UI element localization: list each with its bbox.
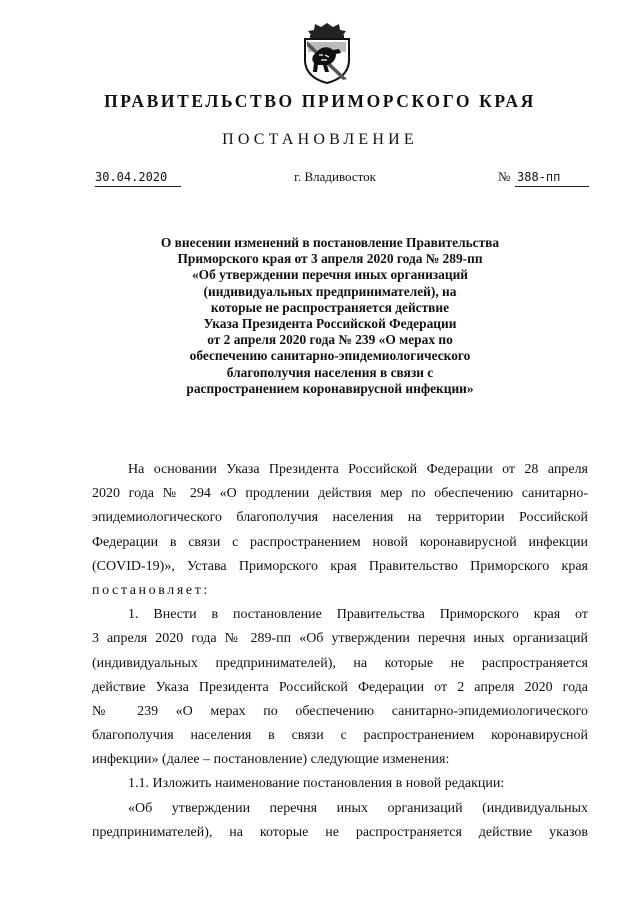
document-date: 30.04.2020 <box>95 168 181 187</box>
new-title-line: предпринимателей), на которые не распространяется действие указов <box>92 824 588 840</box>
clause-1-line: № 239 «О мерах по обеспечению санитарно-эпидемиологического <box>92 703 588 719</box>
document-subject <box>110 235 550 397</box>
preamble-line: эпидемиологического благополучия населения на территории Российской <box>92 510 588 526</box>
clause-1-line: 1. Внести в постановление Правительства Приморского края от <box>128 607 588 623</box>
clause-1-line: действие Указа Президента Российской Федерации от 2 апреля 2020 года <box>92 679 588 695</box>
preamble-line: 2020 года № 294 «О продлении действия мер по обеспечению санитарно- <box>92 486 588 502</box>
document-meta <box>0 168 640 190</box>
subject-line: «Об утверждении перечня иных организаций <box>191 267 469 283</box>
subject-line: благополучия населения в связи с <box>226 364 434 380</box>
document-body <box>92 458 588 845</box>
subject-line: обеспечению санитарно-эпидемиологического <box>189 348 471 364</box>
subject-line: которые не распространяется действие <box>210 299 450 315</box>
subject-line: Приморского края от 3 апреля 2020 года № 289-пп <box>177 251 483 267</box>
document-type: ПОСТАНОВЛЕНИЕ <box>222 131 418 148</box>
government-title: ПРАВИТЕЛЬСТВО ПРИМОРСКОГО КРАЯ <box>104 91 536 111</box>
subject-line: Указа Президента Российской Федерации <box>203 316 457 332</box>
clause-1-line: (индивидуальных предпринимателей), на которые не распространяется <box>92 655 588 671</box>
clause-1-1: 1.1. Изложить наименование постановления в новой редакции: <box>128 776 505 792</box>
decree-word: постановляет: <box>92 582 210 598</box>
clause-1-line: 3 апреля 2020 года № 289-пп «Об утверждении перечня иных организаций <box>92 631 588 647</box>
subject-line: от 2 апреля 2020 года № 239 «О мерах по <box>207 332 453 348</box>
document-number-label: № <box>498 169 511 184</box>
document-number: 388-пп <box>515 168 589 187</box>
preamble-line: (COVID-19)», Устава Приморского края Правительство Приморского края <box>92 558 588 574</box>
subject-line: О внесении изменений в постановление Правительства <box>160 235 500 250</box>
clause-1-line: инфекции» (далее – постановление) следующие изменения: <box>92 752 450 768</box>
subject-line: (индивидуальных предпринимателей), на <box>203 283 457 299</box>
document-city: г. Владивосток <box>294 169 376 184</box>
new-title-line: «Об утверждении перечня иных организаций (индивидуальных <box>128 800 588 816</box>
subject-line: распространением коронавирусной инфекции» <box>186 380 474 396</box>
clause-1-line: благополучия населения в связи с распространением коронавирусной <box>92 728 588 744</box>
primorsky-krai-coat-of-arms-icon <box>299 22 355 84</box>
preamble-line: Федерации в связи с распространением новой коронавирусной инфекции <box>92 534 588 550</box>
preamble-line: На основании Указа Президента Российской Федерации от 28 апреля <box>128 462 588 477</box>
